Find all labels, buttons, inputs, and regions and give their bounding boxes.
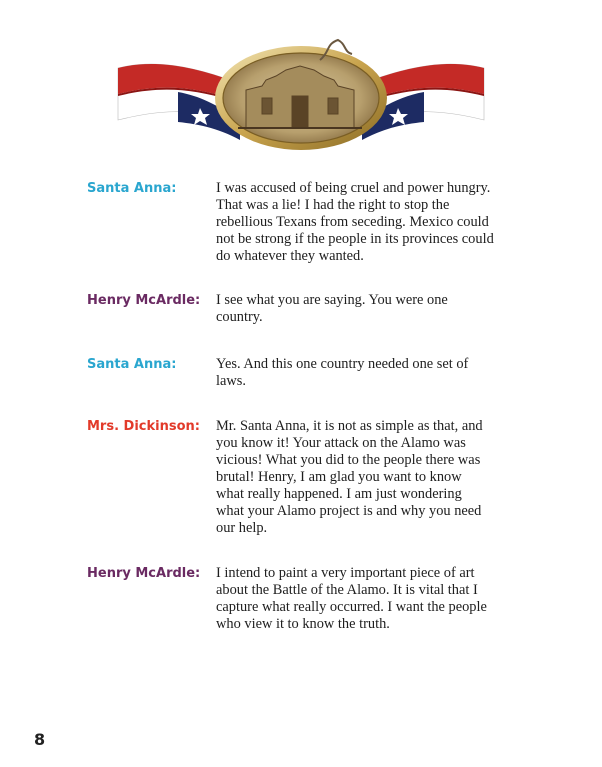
speech-henry-mcardle-1 [216, 292, 526, 326]
speech-line: who view it to know the truth. [216, 616, 390, 632]
speech-mrs-dickinson [216, 418, 526, 537]
speaker-henry-mcardle: Henry McArdle: [87, 566, 201, 581]
speech-line: rebellious Texans from seceding. Mexico could [216, 214, 489, 230]
speech-line: our help. [216, 520, 268, 536]
speech-line: I was accused of being cruel and power hungry. [216, 180, 491, 196]
speech-line: That was a lie! I had the right to stop the [216, 197, 450, 213]
speech-line: not be strong if the people in its provinces could [216, 231, 494, 247]
speech-line: I intend to paint a very important piece of art [216, 565, 475, 581]
speaker-henry-mcardle: Henry McArdle: [87, 293, 201, 308]
speaker-mrs-dickinson: Mrs. Dickinson: [87, 419, 200, 434]
speech-line: about the Battle of the Alamo. It is vital that I [216, 582, 478, 598]
speech-santa-anna-1 [216, 180, 526, 265]
speech-line: I see what you are saying. You were one [216, 292, 448, 308]
speech-line: vicious! What you did to the people there was [216, 452, 481, 468]
speech-line: capture what really occurred. I want the people [216, 599, 487, 615]
speech-santa-anna-2 [216, 356, 526, 390]
speech-line: brutal! Henry, I am glad you want to know [216, 469, 462, 485]
speech-henry-mcardle-2 [216, 565, 526, 633]
speaker-santa-anna: Santa Anna: [87, 181, 177, 196]
speaker-santa-anna: Santa Anna: [87, 357, 177, 372]
speech-line: Mr. Santa Anna, it is not as simple as that, and [216, 418, 483, 434]
speech-line: what your Alamo project is and why you need [216, 503, 482, 519]
speech-line: Yes. And this one country needed one set of [216, 356, 469, 372]
speech-line: country. [216, 309, 263, 325]
page-number: 8 [34, 730, 46, 749]
speech-line: what really happened. I am just wondering [216, 486, 462, 502]
speech-line: do whatever they wanted. [216, 248, 364, 264]
alamo-banner-illustration [0, 0, 602, 160]
speech-line: you know it! Your attack on the Alamo was [216, 435, 466, 451]
speech-line: laws. [216, 373, 246, 389]
